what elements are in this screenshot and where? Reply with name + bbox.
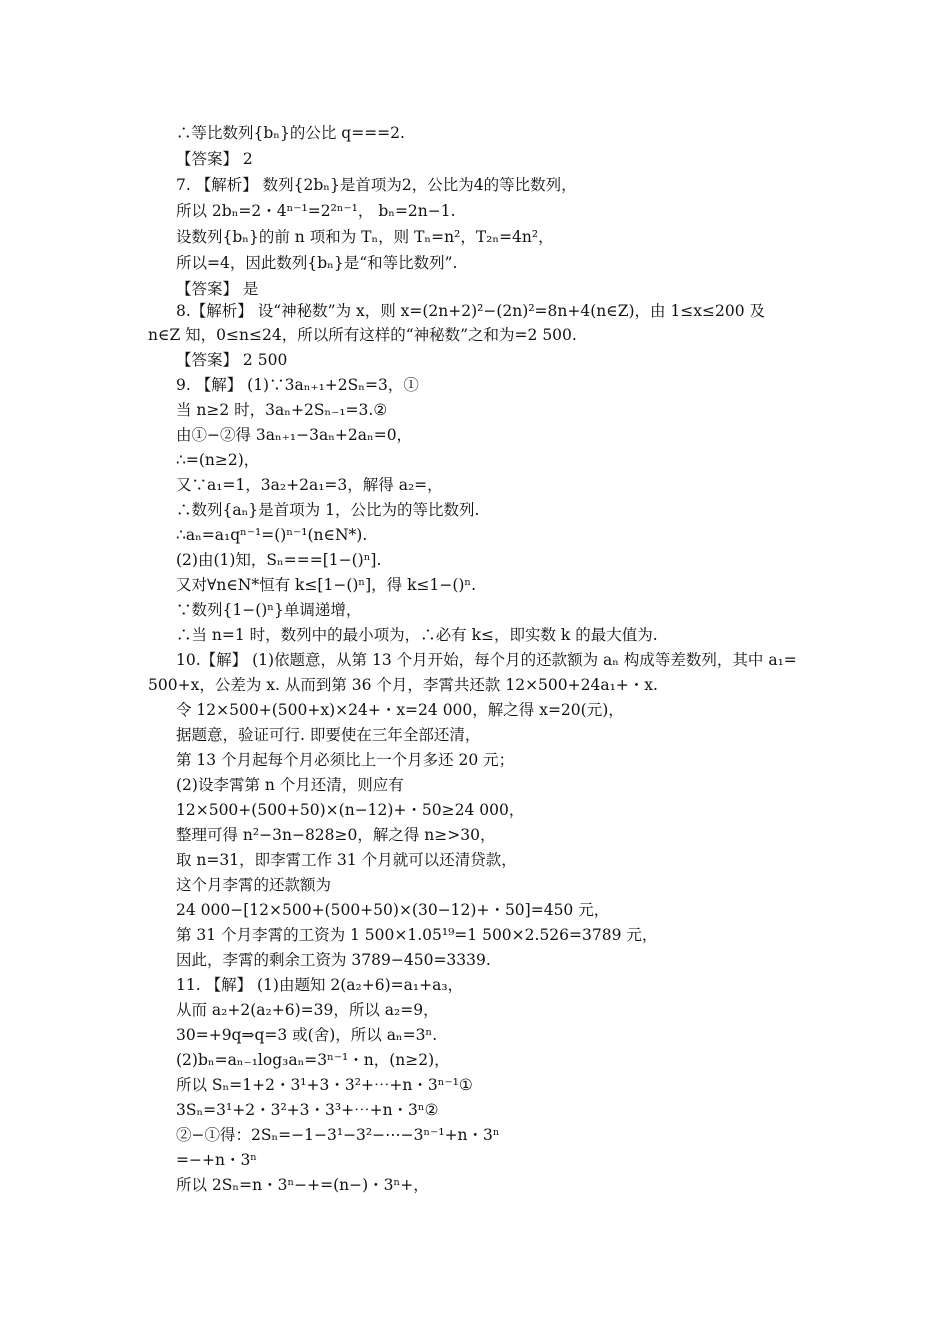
text-line: 30=+9q⇒q=3 或(舍)，所以 aₙ=3ⁿ. [176,1026,438,1044]
problem-9-heading: 9. 【解】 (1)∵3aₙ₊₁+2Sₙ=3，① [176,376,419,394]
text-line: ∵数列{1−()ⁿ}单调递增， [176,601,362,619]
text-line: 又对∀n∈N*恒有 k≤[1−()ⁿ]，得 k≤1−()ⁿ. [176,576,477,594]
text-line: 所以 Sₙ=1+2・3¹+3・3²+⋯+n・3ⁿ⁻¹① [176,1076,473,1094]
text-line: n∈Z 知，0≤n≤24，所以所有这样的“神秘数”之和为=2 500. [148,326,577,344]
problem-7-heading: 7. 【解析】 数列{2bₙ}是首项为2，公比为4的等比数列， [176,176,577,194]
text-line: 又∵a₁=1，3a₂+2a₁=3，解得 a₂=， [176,476,443,494]
text-line: 据题意，验证可行. 即要使在三年全部还清， [176,726,481,744]
text-line: ∴当 n=1 时，数列中的最小项为，∴必有 k≤，即实数 k 的最大值为. [176,626,658,644]
text-line: 从而 a₂+2(a₂+6)=39，所以 a₂=9， [176,1001,439,1019]
text-line: 所以 2bₙ=2・4ⁿ⁻¹=2²ⁿ⁻¹， bₙ=2n−1. [176,202,456,220]
text-line: (2)设李霄第 n 个月还清，则应有 [176,776,404,794]
text-line: ②−①得：2Sₙ=−1−3¹−3²−⋯−3ⁿ⁻¹+n・3ⁿ [176,1126,500,1144]
answer-line: 【答案】 2 [176,150,253,168]
text-line: ∴数列{aₙ}是首项为 1，公比为的等比数列. [176,501,480,519]
text-line: 这个月李霄的还款额为 [176,876,332,894]
text-line: 设数列{bₙ}的前 n 项和为 Tₙ，则 Tₙ=n²，T₂ₙ=4n²， [176,228,554,246]
problem-11-heading: 11. 【解】 (1)由题知 2(a₂+6)=a₁+a₃， [176,976,464,994]
text-line: (2)bₙ=aₙ₋₁log₃aₙ=3ⁿ⁻¹・n，(n≥2)， [176,1051,450,1069]
text-line: 当 n≥2 时，3aₙ+2Sₙ₋₁=3.② [176,401,388,419]
text-line: ∴等比数列{bₙ}的公比 q===2. [176,124,405,142]
text-line: =−+n・3ⁿ [176,1151,258,1169]
text-line: 由①−②得 3aₙ₊₁−3aₙ+2aₙ=0， [176,426,413,444]
problem-10-heading: 10.【解】 (1)依题意，从第 13 个月开始，每个月的还款额为 aₙ 构成等差数列，其中 a₁= [176,651,797,669]
text-line: 取 n=31，即李霄工作 31 个月就可以还清贷款， [176,851,517,869]
text-line: ∴aₙ=a₁qⁿ⁻¹=()ⁿ⁻¹(n∈N*). [176,526,368,544]
text-line: 所以 2Sₙ=n・3ⁿ−+=(n−)・3ⁿ+， [176,1176,429,1194]
text-line: 12×500+(500+50)×(n−12)+・50≥24 000， [176,801,525,819]
answer-line: 【答案】 是 [176,280,259,298]
text-line: 第 31 个月李霄的工资为 1 500×1.05¹⁹=1 500×2.526=3789 元， [176,926,658,944]
problem-8-heading: 8.【解析】 设“神秘数”为 x，则 x=(2n+2)²−(2n)²=8n+4(n∈Z)，由 1≤x≤200 及 [176,302,766,320]
text-line: 令 12×500+(500+x)×24+・x=24 000，解之得 x=20(元)， [176,701,624,719]
text-line: 因此，李霄的剩余工资为 3789−450=3339. [176,951,491,969]
text-line: 3Sₙ=3¹+2・3²+3・3³+⋯+n・3ⁿ② [176,1101,439,1119]
text-line: ∴=(n≥2)， [176,451,260,469]
text-line: 所以=4，因此数列{bₙ}是“和等比数列”. [176,254,458,272]
text-line: (2)由(1)知，Sₙ===[1−()ⁿ]. [176,551,382,569]
answer-line: 【答案】 2 500 [176,351,288,369]
text-line: 整理可得 n²−3n−828≥0，解之得 n≥>30， [176,826,496,844]
text-line: 500+x，公差为 x. 从而到第 36 个月，李霄共还款 12×500+24a₁+・x. [148,676,658,694]
text-line: 第 13 个月起每个月必须比上一个月多还 20 元； [176,751,515,769]
text-line: 24 000−[12×500+(500+50)×(30−12)+・50]=450 元， [176,901,610,919]
